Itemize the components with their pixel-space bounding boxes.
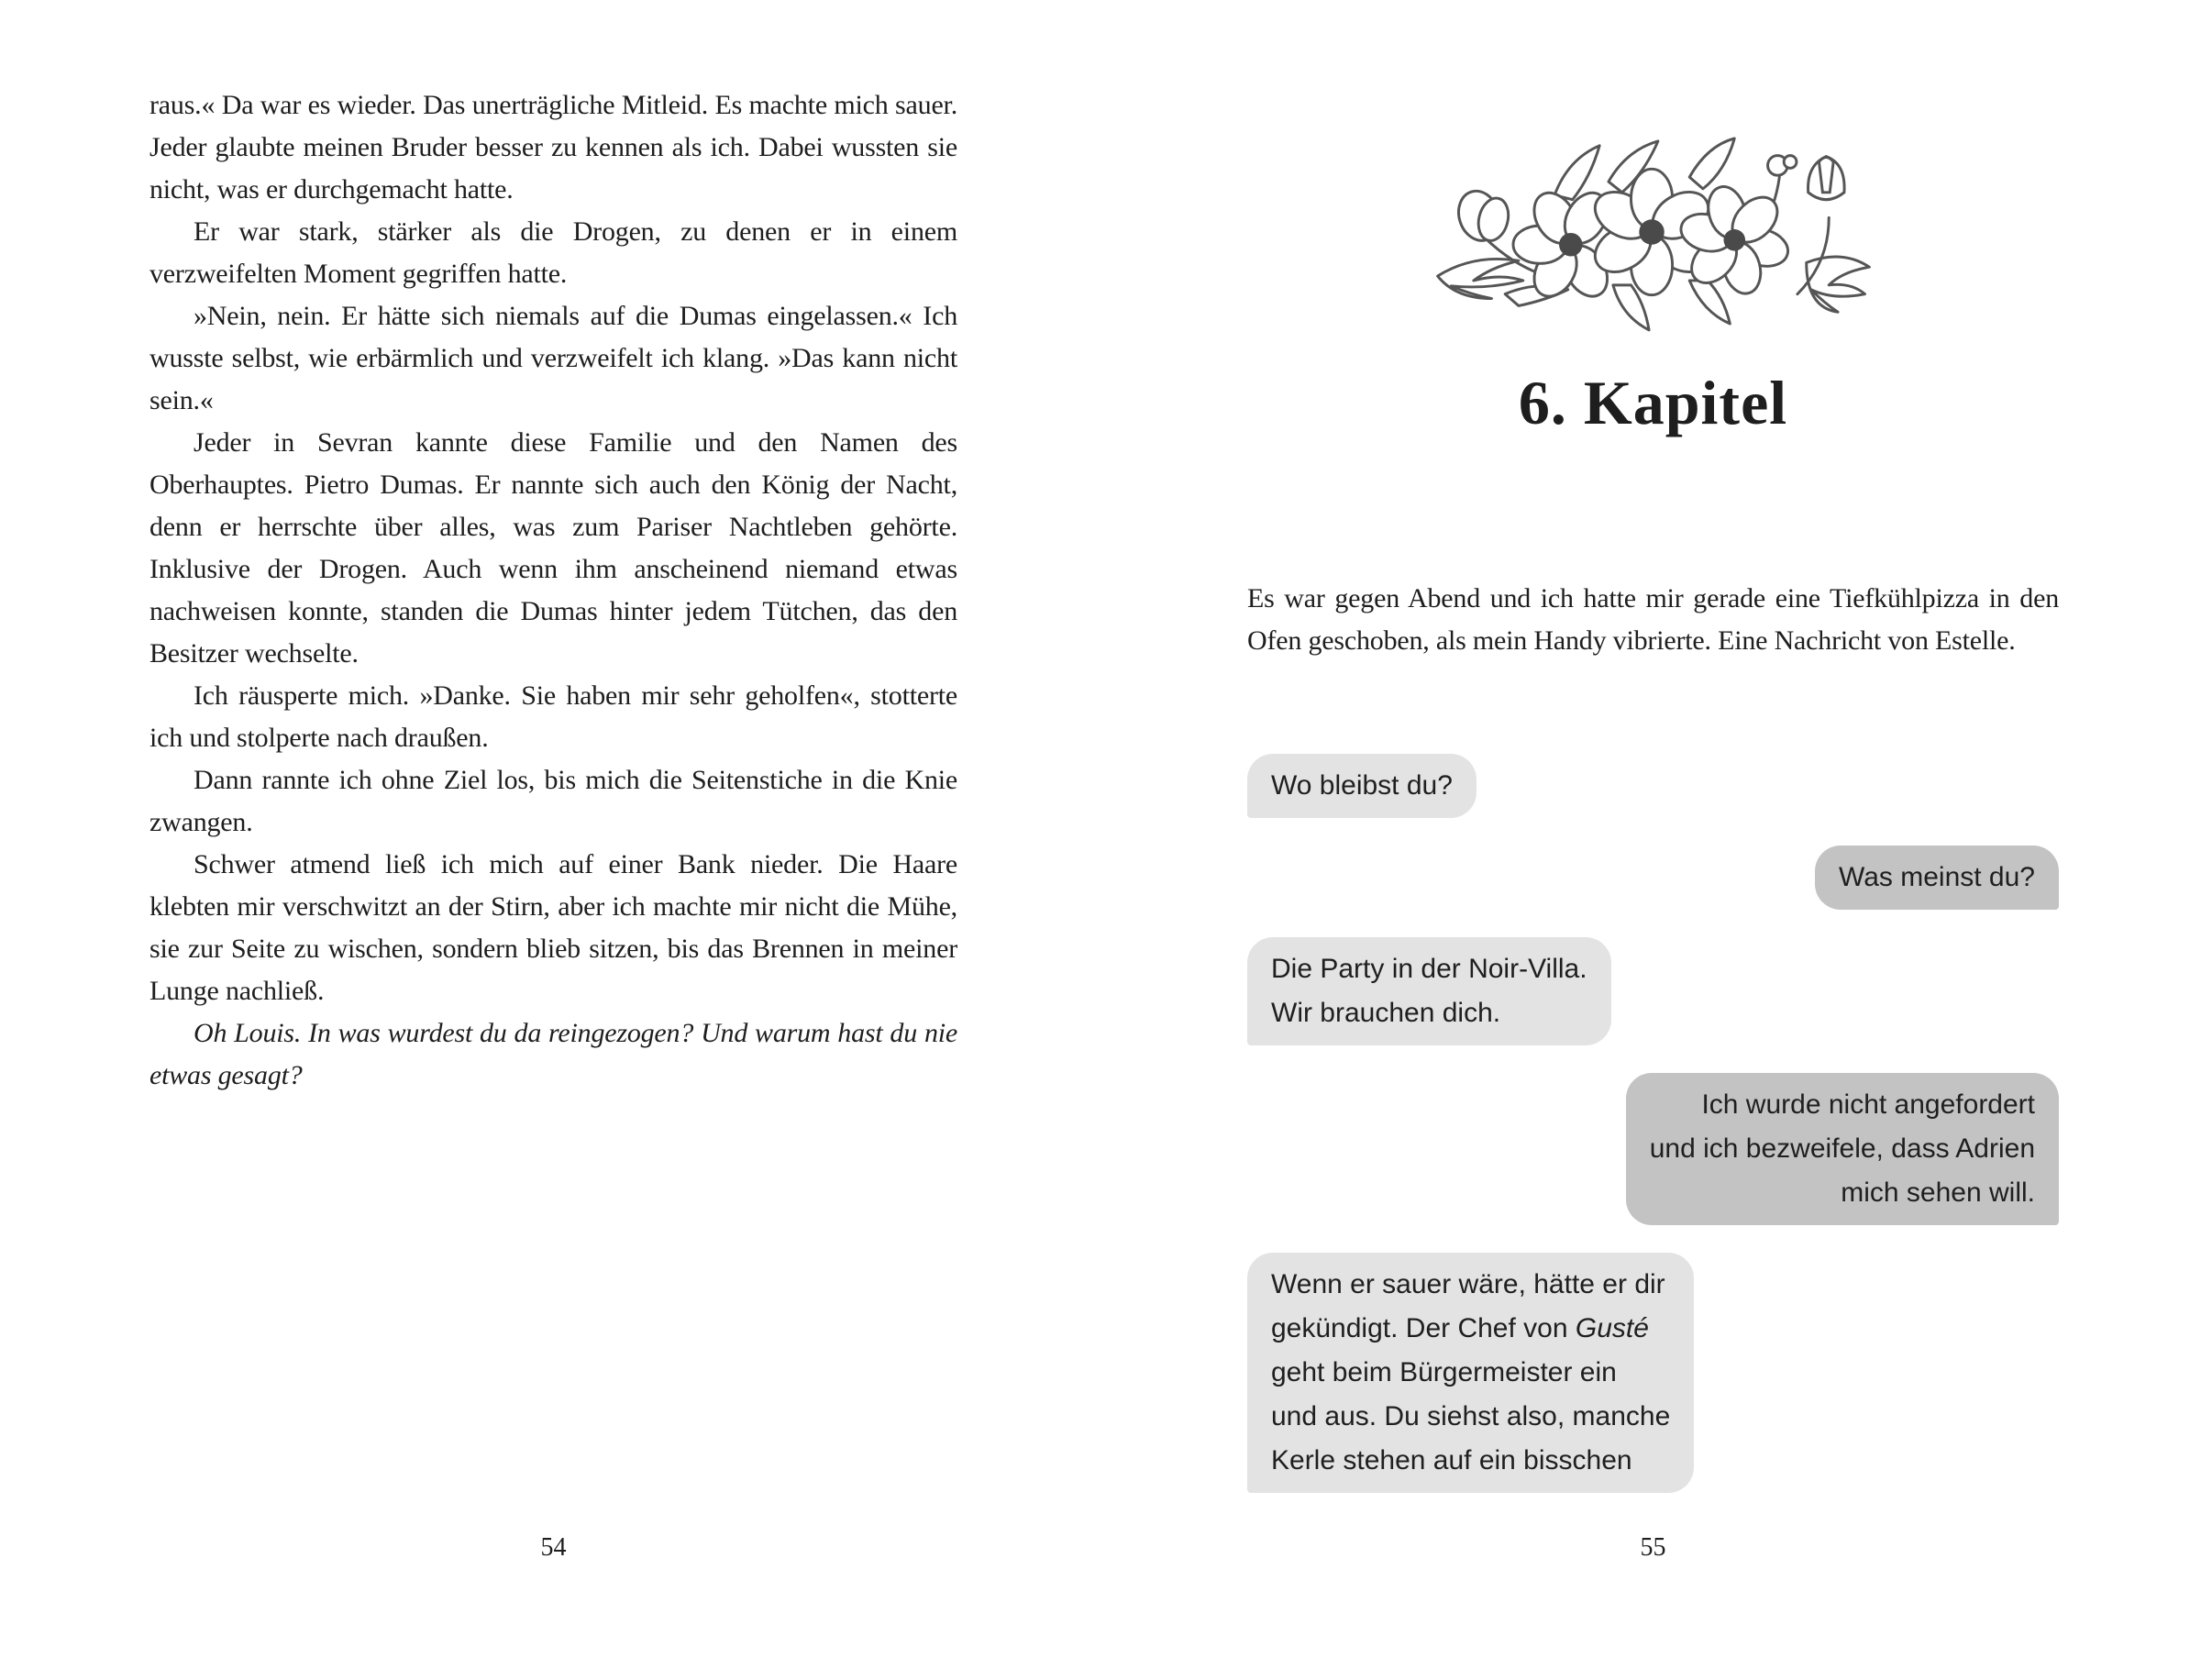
chat-bubble-left <box>1247 937 1611 1045</box>
chat-message-line: mich sehen will. <box>1841 1177 2035 1208</box>
book-paragraph: Ich räusperte mich. »Danke. Sie haben mir sehr geholfen«, stotterte ich und stolperte nach draußen. <box>149 680 957 753</box>
book-paragraph: Dann rannte ich ohne Ziel los, bis mich die Seitenstiche in die Knie zwangen. <box>149 765 957 837</box>
book-paragraph: Jeder in Sevran kannte diese Familie und den Namen des Oberhauptes. Pietro Dumas. Er nannte sich auch den König der Nacht, denn er herrschte über alles, was zum Pariser Nachtleben gehörte. Inklusive der Drogen. Auch wenn ihm anscheinend niemand etwas nachweisen konnte, standen die Dumas hinter jedem Tütchen, das den Besitzer wechselte. <box>149 427 957 669</box>
page-number-right: 55 <box>1640 1533 1666 1562</box>
chat-message-line: und ich bezweifele, dass Adrien <box>1649 1133 2035 1164</box>
chat-message-line: und aus. Du siehst also, manche <box>1271 1401 1671 1431</box>
chat-bubble-right <box>1815 846 2059 910</box>
book-paragraph: Oh Louis. In was wurdest du da reingezogen? Und warum hast du nie etwas gesagt? <box>149 1018 957 1090</box>
chat-message-line: Kerle stehen auf ein bisschen <box>1271 1445 1632 1476</box>
chat-message-line: Wo bleibst du? <box>1271 770 1453 801</box>
right-page-text-block <box>1247 578 2059 662</box>
chat-message-line: geht beim Bürgermeister ein <box>1271 1357 1617 1387</box>
chat-bubble-right <box>1626 1073 2059 1225</box>
book-paragraph: raus.« Da war es wieder. Das unerträgliche Mitleid. Es machte mich sauer. Jeder glaubte meinen Bruder besser zu kennen als ich. Dabei wussten sie nicht, was er durchgemacht hatte. <box>149 90 957 204</box>
chat-bubble-left <box>1247 754 1477 818</box>
chat-message-line: Wenn er sauer wäre, hätte er dir <box>1271 1269 1665 1299</box>
page-number-left: 54 <box>540 1533 567 1562</box>
chapter-title: 6. Kapitel <box>1518 368 1788 437</box>
chat-thread <box>1247 754 2059 1493</box>
chat-message-line: Die Party in der Noir-Villa. <box>1271 954 1587 984</box>
chat-message-line: gekündigt. Der Chef von Gusté <box>1271 1313 1649 1343</box>
book-paragraph: Schwer atmend ließ ich mich auf einer Bank nieder. Die Haare klebten mir verschwitzt an der Stirn, aber ich machte mir nicht die Mühe, sie zur Seite zu wischen, sondern blieb sitzen, bis das Brennen in meiner Lunge nachließ. <box>149 849 957 1006</box>
book-paragraph: »Nein, nein. Er hätte sich niemals auf die Dumas eingelassen.« Ich wusste selbst, wie erbärmlich und verzweifelt ich klang. »Das kann nicht sein.« <box>149 301 957 415</box>
book-paragraph: Er war stark, stärker als die Drogen, zu denen er in einem verzweifelten Moment gegriffen hatte. <box>149 216 957 289</box>
chat-message-line: Ich wurde nicht angefordert <box>1701 1089 2035 1120</box>
left-page-text-block <box>149 84 957 1097</box>
chat-message-line: Wir brauchen dich. <box>1271 998 1501 1028</box>
chat-message-line: Was meinst du? <box>1839 862 2035 892</box>
chat-bubble-left <box>1247 1253 1694 1493</box>
book-paragraph: Es war gegen Abend und ich hatte mir gerade eine Tiefkühlpizza in den Ofen geschoben, als mein Handy vibrierte. Eine Nachricht von Estelle. <box>1247 583 2059 656</box>
poppy-flowers-ornament-icon <box>1420 106 1887 356</box>
